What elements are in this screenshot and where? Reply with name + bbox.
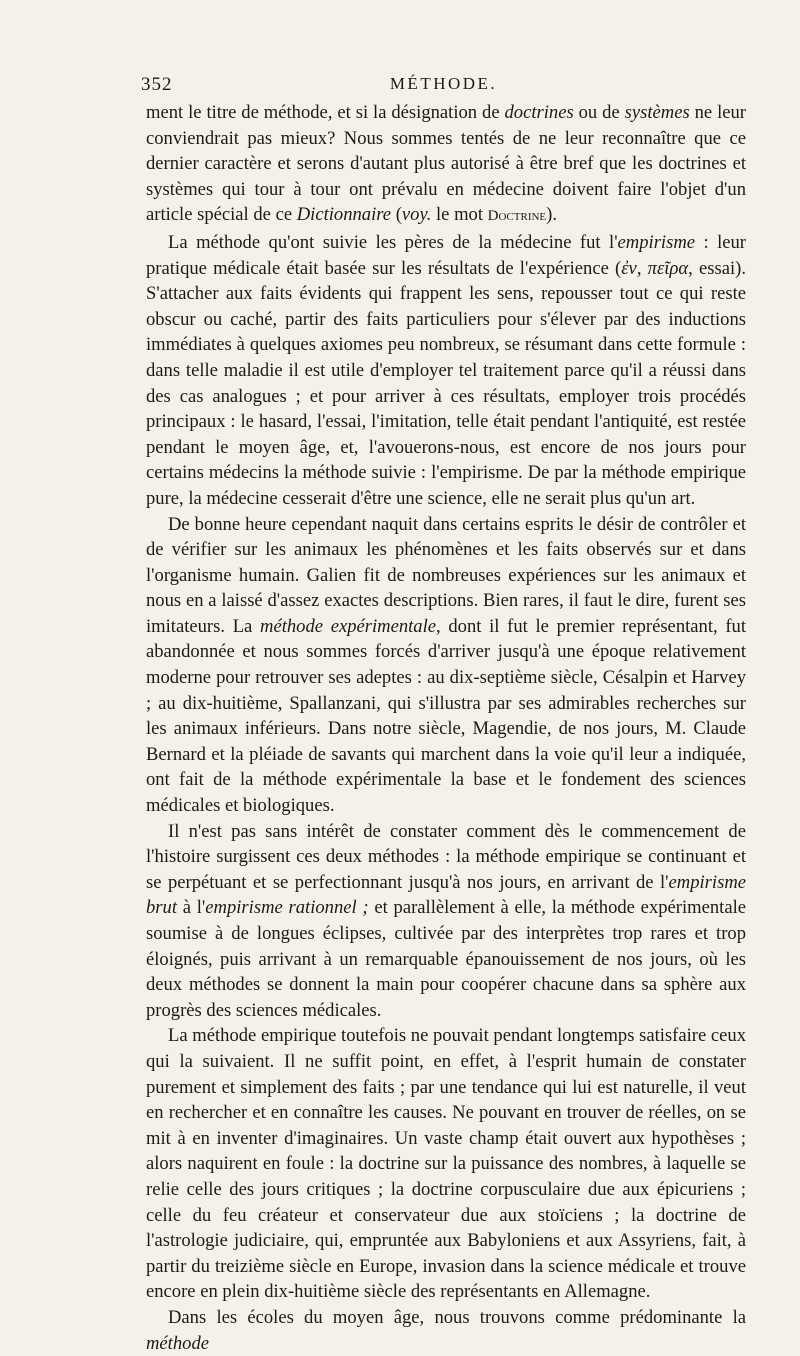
running-title: MÉTHODE.: [389, 74, 498, 93]
italic-text: Dictionnaire: [296, 204, 392, 226]
paragraph: [146, 230, 746, 512]
text-run: ou de: [573, 102, 625, 123]
italic-text: ἐν, πεῖρα: [621, 257, 689, 279]
text-run: à l': [177, 897, 206, 919]
text-run: ment le titre de méthode, et si la désignation de: [146, 102, 505, 123]
text-run: Dans les écoles du moyen âge, nous trouvons comme prédominante la: [168, 1306, 746, 1328]
italic-text: systèmes: [624, 102, 690, 123]
text-run: ).: [546, 204, 557, 226]
page-header: [141, 74, 746, 98]
text-run: le mot: [431, 204, 488, 226]
italic-text: méthode expérimentale: [260, 615, 437, 637]
body-text: [146, 100, 746, 1356]
text-run: ne leur conviendrait pas mieux? Nous sommes tentés de ne leur reconnaître que ce dernier caractère et serons d'autant plus autorisé à être bref que les doctrines et systèmes qui tour à tour ont prévalu en médecine doivent faire l'objet d'un article spécial de ce: [146, 102, 746, 226]
text-run: La méthode qu'ont suivie les pères de la médecine fut l': [168, 231, 618, 253]
text-run: La méthode empirique toutefois ne pouvait pendant longtemps satisfaire ceux qui la suivaient. Il ne suffit point, en effet, à l'esprit humain de constater purement et simplement des faits ; par une tendance qui lui est naturelle, il veut en rechercher et en connaître les causes. Ne pouvant en trouver de réelles, on se mit à en inventer d'imaginaires. Un vaste champ était ouvert aux hypothèses ; alors naquirent en foule : la doctrine sur la puissance des nombres, à laquelle se relie celle des jours critiques ; la doctrine corpusculaire due aux épicuriens ; celle du feu créateur et conservateur due aux stoïciens ; la doctrine de l'astrologie judiciaire, qui, empruntée aux Babyloniens et aux Assyriens, fait, à partir du treizième siècle en Europe, invasion dans la science médicale et trouve encore en plein dix-huitième siècle des représentants en Allemagne.: [146, 1025, 746, 1303]
paragraph: [146, 1305, 746, 1356]
text-run: Il n'est pas sans intérêt de constater comment dès le commencement de l'histoire surgissent ces deux méthodes : la méthode empirique se continuant et se perpétuant et se perfectionnant jusqu'à nos jours, en arrivant de l': [146, 820, 746, 893]
text-run: et parallèlement à elle, la méthode expérimentale soumise à de longues éclipses, cultivée par des interprètes trop rares et trop éloignés, puis arrivant à un remarquable épanouissement de nos jours, où les deux méthodes se donnent la main pour coopérer chacune dans sa sphère aux progrès des sciences médicales.: [146, 897, 746, 1021]
paragraph: [146, 512, 746, 819]
small-caps-text: Doctrine: [487, 208, 547, 225]
text-run: De bonne heure cependant naquit dans certains esprits le désir de contrôler et de vérifier sur les animaux les phénomènes et les faits observés sur et dans l'organisme humain. Galien fit de nombreuses expériences sur les animaux et nous en a laissé d'assez exactes descriptions. Bien rares, il faut le dire, furent ses imitateurs. La: [146, 513, 746, 637]
text-run: (: [391, 204, 402, 226]
text-run: , dont il fut le premier représentant, fut abandonnée et nous sommes forcés d'arriver jusqu'à une époque relativement moderne pour retrouver ses adeptes : au dix-septième siècle, Césalpin et Harvey ; au dix-huitième, Spallanzani, qui s'illustra par ses admirables recherches sur les animaux inférieurs. Dans notre siècle, Magendie, de nos jours, M. Claude Bernard et la pléiade de savants qui marchent dans la voie qu'il leur a indiquée, ont fait de la méthode expérimentale la base et le fondement des sciences médicales et biologiques.: [146, 615, 746, 817]
italic-text: empirisme: [617, 231, 696, 253]
text-run: : leur pratique médicale était basée sur les résultats de l'expérience (: [146, 231, 746, 279]
page-number: 352: [141, 74, 173, 95]
italic-text: doctrines: [504, 102, 574, 123]
italic-text: empirisme rationnel ;: [205, 897, 369, 919]
text-run: , essai). S'attacher aux faits évidents qui frappent les sens, repousser tout ce qui reste obscur ou caché, partir des faits particuliers pour s'élever par des inductions immédiates à quelques axiomes peu nombreux, se résumant dans cette formule : dans telle maladie il est utile d'employer tel traitement parce qu'il a réussi dans des cas analogues ; et pour arriver à ces résultats, employer trois procédés principaux : le hasard, l'essai, l'imitation, telle était pendant l'antiquité, est restée pendant le moyen âge, et, l'avouerons-nous, est encore de nos jours pour certains médecins la méthode suivie : l'empirisme. De par la méthode empirique pure, la médecine cesserait d'être une science, elle ne serait plus qu'un art.: [146, 257, 746, 509]
italic-text: empirisme brut: [146, 871, 746, 919]
paragraph: [146, 100, 746, 230]
italic-text: méthode: [146, 1332, 209, 1354]
paragraph: [146, 819, 746, 1024]
italic-text: voy.: [401, 204, 432, 226]
paragraph: [146, 1023, 746, 1305]
